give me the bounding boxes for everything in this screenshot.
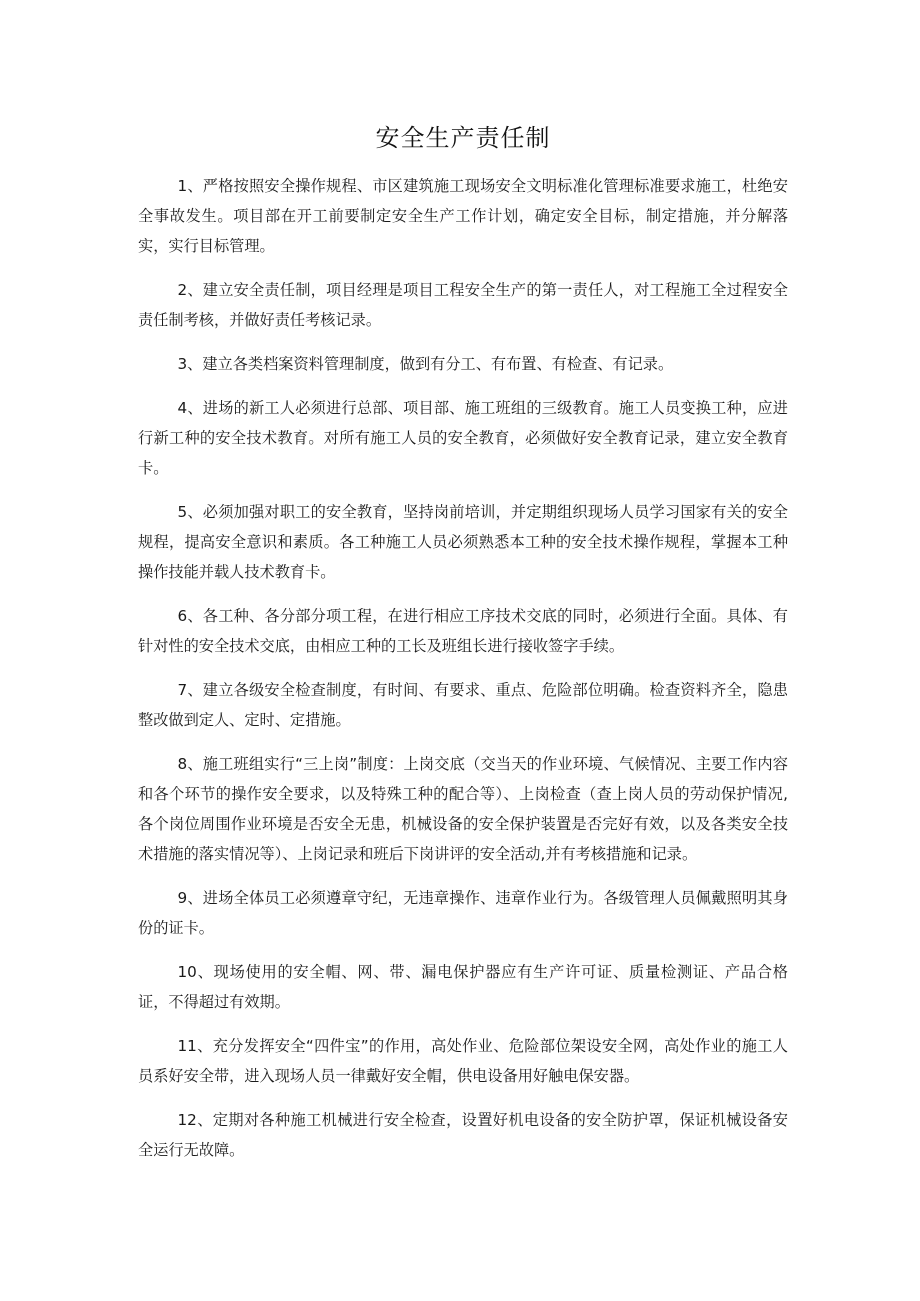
paragraph-7: 7、建立各级安全检查制度，有时间、有要求、重点、危险部位明确。检查资料齐全，隐患整改做到定人、定时、定措施。 bbox=[138, 681, 788, 729]
paragraph-11: 11、充分发挥安全“四件宝”的作用，高处作业、危险部位架设安全网，高处作业的施工人员系好安全带，进入现场人员一律戴好安全帽，供电设备用好触电保安器。 bbox=[138, 1037, 788, 1085]
paragraph-8: 8、施工班组实行“三上岗”制度：上岗交底（交当天的作业环境、气候情况、主要工作内容和各个环节的操作安全要求，以及特殊工种的配合等）、上岗检查（查上岗人员的劳动保护情况,各个岗位周围作业环境是否安全无患，机械设备的安全保护装置是否完好有效，以及各类安全技术措施的落实情况等）、上岗记录和班后下岗讲评的安全活动,并有考核措施和记录。 bbox=[138, 755, 788, 863]
paragraph-2: 2、建立安全责任制，项目经理是项目工程安全生产的第一责任人，对工程施工全过程安全责任制考核，并做好责任考核记录。 bbox=[138, 281, 788, 329]
document-title: 安全生产责任制 bbox=[375, 124, 551, 152]
paragraph-3: 3、建立各类档案资料管理制度，做到有分工、有布置、有检查、有记录。 bbox=[177, 355, 674, 373]
paragraph-1: 1、严格按照安全操作规程、市区建筑施工现场安全文明标准化管理标准要求施工，杜绝安全事故发生。项目部在开工前要制定安全生产工作计划，确定安全目标，制定措施，并分解落实，实行目标管理。 bbox=[138, 177, 788, 255]
paragraph-5: 5、必须加强对职工的安全教育，坚持岗前培训，并定期组织现场人员学习国家有关的安全规程，提高安全意识和素质。各工种施工人员必须熟悉本工种的安全技术操作规程，掌握本工种操作技能并载人技术教育卡。 bbox=[138, 503, 788, 581]
paragraph-4: 4、进场的新工人必须进行总部、项目部、施工班组的三级教育。施工人员变换工种，应进行新工种的安全技术教育。对所有施工人员的安全教育，必须做好安全教育记录，建立安全教育卡。 bbox=[138, 399, 788, 477]
paragraph-9: 9、进场全体员工必须遵章守纪，无违章操作、违章作业行为。各级管理人员佩戴照明其身份的证卡。 bbox=[138, 889, 788, 937]
paragraph-6: 6、各工种、各分部分项工程，在进行相应工序技术交底的同时，必须进行全面。具体、有针对性的安全技术交底，由相应工种的工长及班组长进行接收签字手续。 bbox=[138, 607, 788, 655]
paragraph-10: 10、现场使用的安全帽、网、带、漏电保护器应有生产许可证、质量检测证、产品合格证，不得超过有效期。 bbox=[138, 963, 788, 1011]
paragraph-12: 12、定期对各种施工机械进行安全检查，设置好机电设备的安全防护罩，保证机械设备安全运行无故障。 bbox=[138, 1111, 788, 1159]
